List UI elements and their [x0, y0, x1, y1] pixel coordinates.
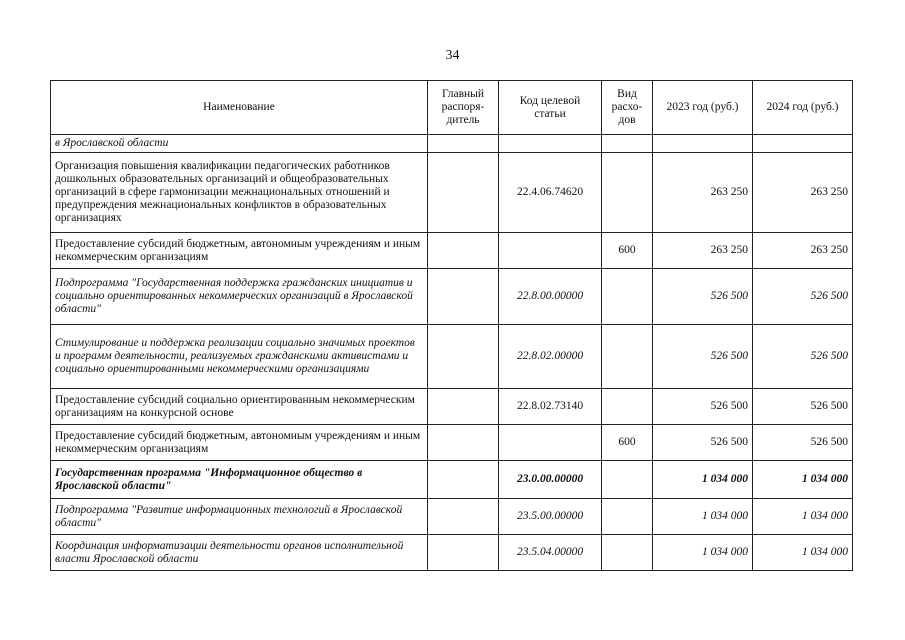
- cell-kind: [602, 461, 653, 499]
- cell-code: [499, 233, 602, 269]
- cell-code: 23.5.04.00000: [499, 535, 602, 571]
- cell-admin: [428, 389, 499, 425]
- cell-code: 23.0.00.00000: [499, 461, 602, 499]
- cell-admin: [428, 535, 499, 571]
- cell-2023: [653, 135, 753, 153]
- cell-code: 22.4.06.74620: [499, 153, 602, 233]
- cell-kind: [602, 325, 653, 389]
- cell-kind: 600: [602, 425, 653, 461]
- cell-2024: 526 500: [753, 425, 853, 461]
- cell-2023: 263 250: [653, 153, 753, 233]
- cell-name: Подпрограмма "Развитие информационных технологий в Ярославской области": [51, 499, 428, 535]
- cell-name: Предоставление субсидий бюджетным, автономным учреждениям и иным некоммерческим организациям: [51, 425, 428, 461]
- header-2024: 2024 год (руб.): [753, 81, 853, 135]
- cell-name: Координация информатизации деятельности органов исполнительной власти Ярославской области: [51, 535, 428, 571]
- table-row: [51, 153, 853, 233]
- cell-code: [499, 135, 602, 153]
- page-number: 34: [445, 48, 460, 63]
- cell-2023: 526 500: [653, 425, 753, 461]
- cell-2024: 1 034 000: [753, 461, 853, 499]
- table-row: [51, 269, 853, 325]
- cell-2024: 1 034 000: [753, 535, 853, 571]
- cell-admin: [428, 135, 499, 153]
- budget-table: [50, 80, 853, 571]
- cell-admin: [428, 425, 499, 461]
- cell-name: Подпрограмма "Государственная поддержка гражданских инициатив и социально ориентированных некоммерческих организаций в Ярославской области": [51, 269, 428, 325]
- cell-name: Организация повышения квалификации педагогических работников дошкольных образовательных организаций и общеобразовательных организаций в сфере гармонизации межнациональных отношений и предупреждения межнациональных конфликтов в образовательных организациях: [51, 153, 428, 233]
- cell-2023: 1 034 000: [653, 535, 753, 571]
- table-row: [51, 389, 853, 425]
- table-row: [51, 461, 853, 499]
- cell-admin: [428, 153, 499, 233]
- cell-code: 22.8.02.00000: [499, 325, 602, 389]
- cell-2023: 1 034 000: [653, 499, 753, 535]
- cell-2023: 263 250: [653, 233, 753, 269]
- cell-admin: [428, 499, 499, 535]
- header-kind: Вид расхо-дов: [602, 81, 653, 135]
- cell-name: Государственная программа "Информационное общество в Ярославской области": [51, 461, 428, 499]
- cell-admin: [428, 233, 499, 269]
- cell-2023: 1 034 000: [653, 461, 753, 499]
- cell-code: 22.8.02.73140: [499, 389, 602, 425]
- header-2023: 2023 год (руб.): [653, 81, 753, 135]
- cell-code: [499, 425, 602, 461]
- cell-2024: 526 500: [753, 325, 853, 389]
- header-admin: Главный распоря-дитель: [428, 81, 499, 135]
- cell-name: Стимулирование и поддержка реализации социально значимых проектов и программ деятельности, реализуемых гражданскими активистами и социально ориентированными некоммерческими организациями: [51, 325, 428, 389]
- cell-2024: 1 034 000: [753, 499, 853, 535]
- table-body: [51, 135, 853, 571]
- cell-kind: [602, 135, 653, 153]
- cell-admin: [428, 269, 499, 325]
- cell-2024: 263 250: [753, 233, 853, 269]
- table-row: [51, 233, 853, 269]
- table-row: [51, 499, 853, 535]
- table-row: [51, 135, 853, 153]
- cell-2024: 526 500: [753, 269, 853, 325]
- cell-kind: [602, 389, 653, 425]
- cell-name: Предоставление субсидий бюджетным, автономным учреждениям и иным некоммерческим организациям: [51, 233, 428, 269]
- cell-name: в Ярославской области: [51, 135, 428, 153]
- table-row: [51, 425, 853, 461]
- cell-admin: [428, 325, 499, 389]
- header-code: Код целевой статьи: [499, 81, 602, 135]
- cell-kind: 600: [602, 233, 653, 269]
- cell-2024: 526 500: [753, 389, 853, 425]
- cell-admin: [428, 461, 499, 499]
- cell-kind: [602, 499, 653, 535]
- cell-2023: 526 500: [653, 269, 753, 325]
- cell-2024: [753, 135, 853, 153]
- header-name: Наименование: [51, 81, 428, 135]
- cell-code: 22.8.00.00000: [499, 269, 602, 325]
- cell-2024: 263 250: [753, 153, 853, 233]
- cell-kind: [602, 535, 653, 571]
- cell-name: Предоставление субсидий социально ориентированным некоммерческим организациям на конкурсной основе: [51, 389, 428, 425]
- cell-2023: 526 500: [653, 325, 753, 389]
- cell-2023: 526 500: [653, 389, 753, 425]
- table-header-row: [51, 81, 853, 135]
- table-row: [51, 535, 853, 571]
- cell-kind: [602, 153, 653, 233]
- table-row: [51, 325, 853, 389]
- cell-kind: [602, 269, 653, 325]
- cell-code: 23.5.00.00000: [499, 499, 602, 535]
